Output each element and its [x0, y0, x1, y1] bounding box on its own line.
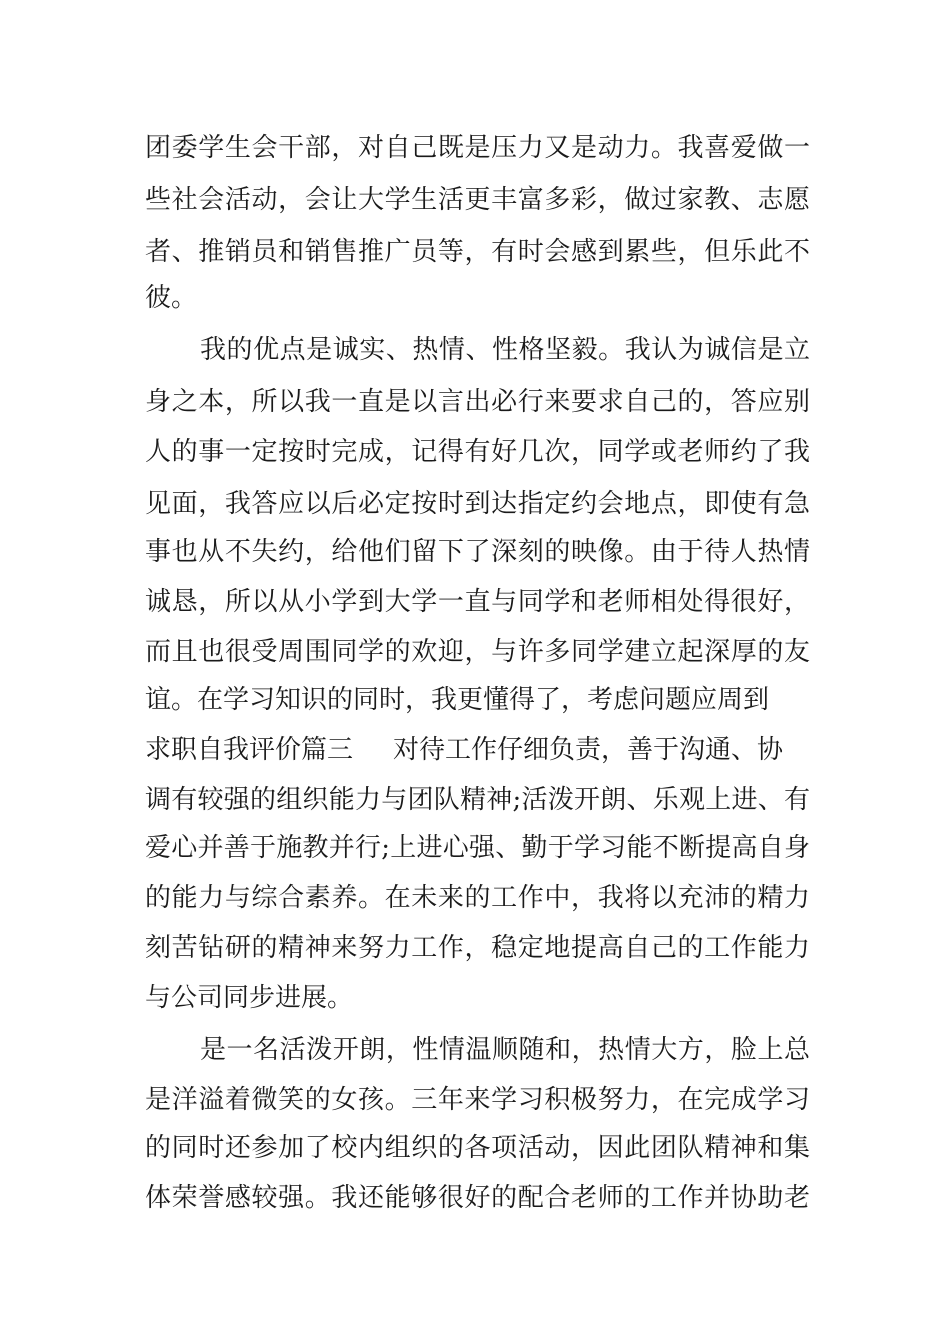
section-heading: 求职自我评价篇三 [145, 735, 354, 765]
text-line: 彼。 [145, 283, 198, 313]
text-line: 体荣誉感较强。我还能够很好的配合老师的工作并协助老 [145, 1183, 810, 1213]
text-line: 些社会活动，会让大学生活更丰富多彩，做过家教、志愿 [145, 185, 810, 215]
text-line: 诚恳，所以从小学到大学一直与同学和老师相处得很好， [145, 587, 810, 617]
text-line: 者、推销员和销售推广员等，有时会感到累些，但乐此不 [145, 237, 810, 267]
text-line: 调有较强的组织能力与团队精神;活泼开朗、乐观上进、有 [145, 785, 810, 815]
text-line: 的能力与综合素养。在未来的工作中，我将以充沛的精力 [145, 883, 810, 913]
text-line: 刻苦钻研的精神来努力工作，稳定地提高自己的工作能力 [145, 933, 810, 963]
section-heading-line [145, 730, 810, 770]
text-line: 事也从不失约，给他们留下了深刻的映像。由于待人热情 [145, 537, 810, 567]
text-line: 人的事一定按时完成，记得有好几次，同学或老师约了我 [145, 437, 810, 467]
text-line: 我的优点是诚实、热情、性格坚毅。我认为诚信是立 [200, 335, 810, 365]
text-line: 而且也很受周围同学的欢迎，与许多同学建立起深厚的友 [145, 637, 810, 667]
text-line: 与公司同步进展。 [145, 983, 354, 1013]
text-line: 是一名活泼开朗，性情温顺随和，热情大方，脸上总 [200, 1035, 810, 1065]
text-line: 见面，我答应以后必定按时到达指定约会地点，即使有急 [145, 489, 810, 519]
text-line: 谊。在学习知识的同时，我更懂得了，考虑问题应周到 [145, 685, 770, 715]
text-line: 的同时还参加了校内组织的各项活动，因此团队精神和集 [145, 1133, 810, 1163]
text-line: 身之本，所以我一直是以言出必行来要求自己的，答应别 [145, 387, 810, 417]
text-line: 是洋溢着微笑的女孩。三年来学习积极努力，在完成学习 [145, 1085, 810, 1115]
text-span: 对待工作仔细负责，善于沟通、协 [393, 735, 784, 765]
text-line: 爱心并善于施教并行;上进心强、勤于学习能不断提高自身 [145, 833, 810, 863]
text-line: 团委学生会干部，对自己既是压力又是动力。我喜爱做一 [145, 133, 810, 163]
